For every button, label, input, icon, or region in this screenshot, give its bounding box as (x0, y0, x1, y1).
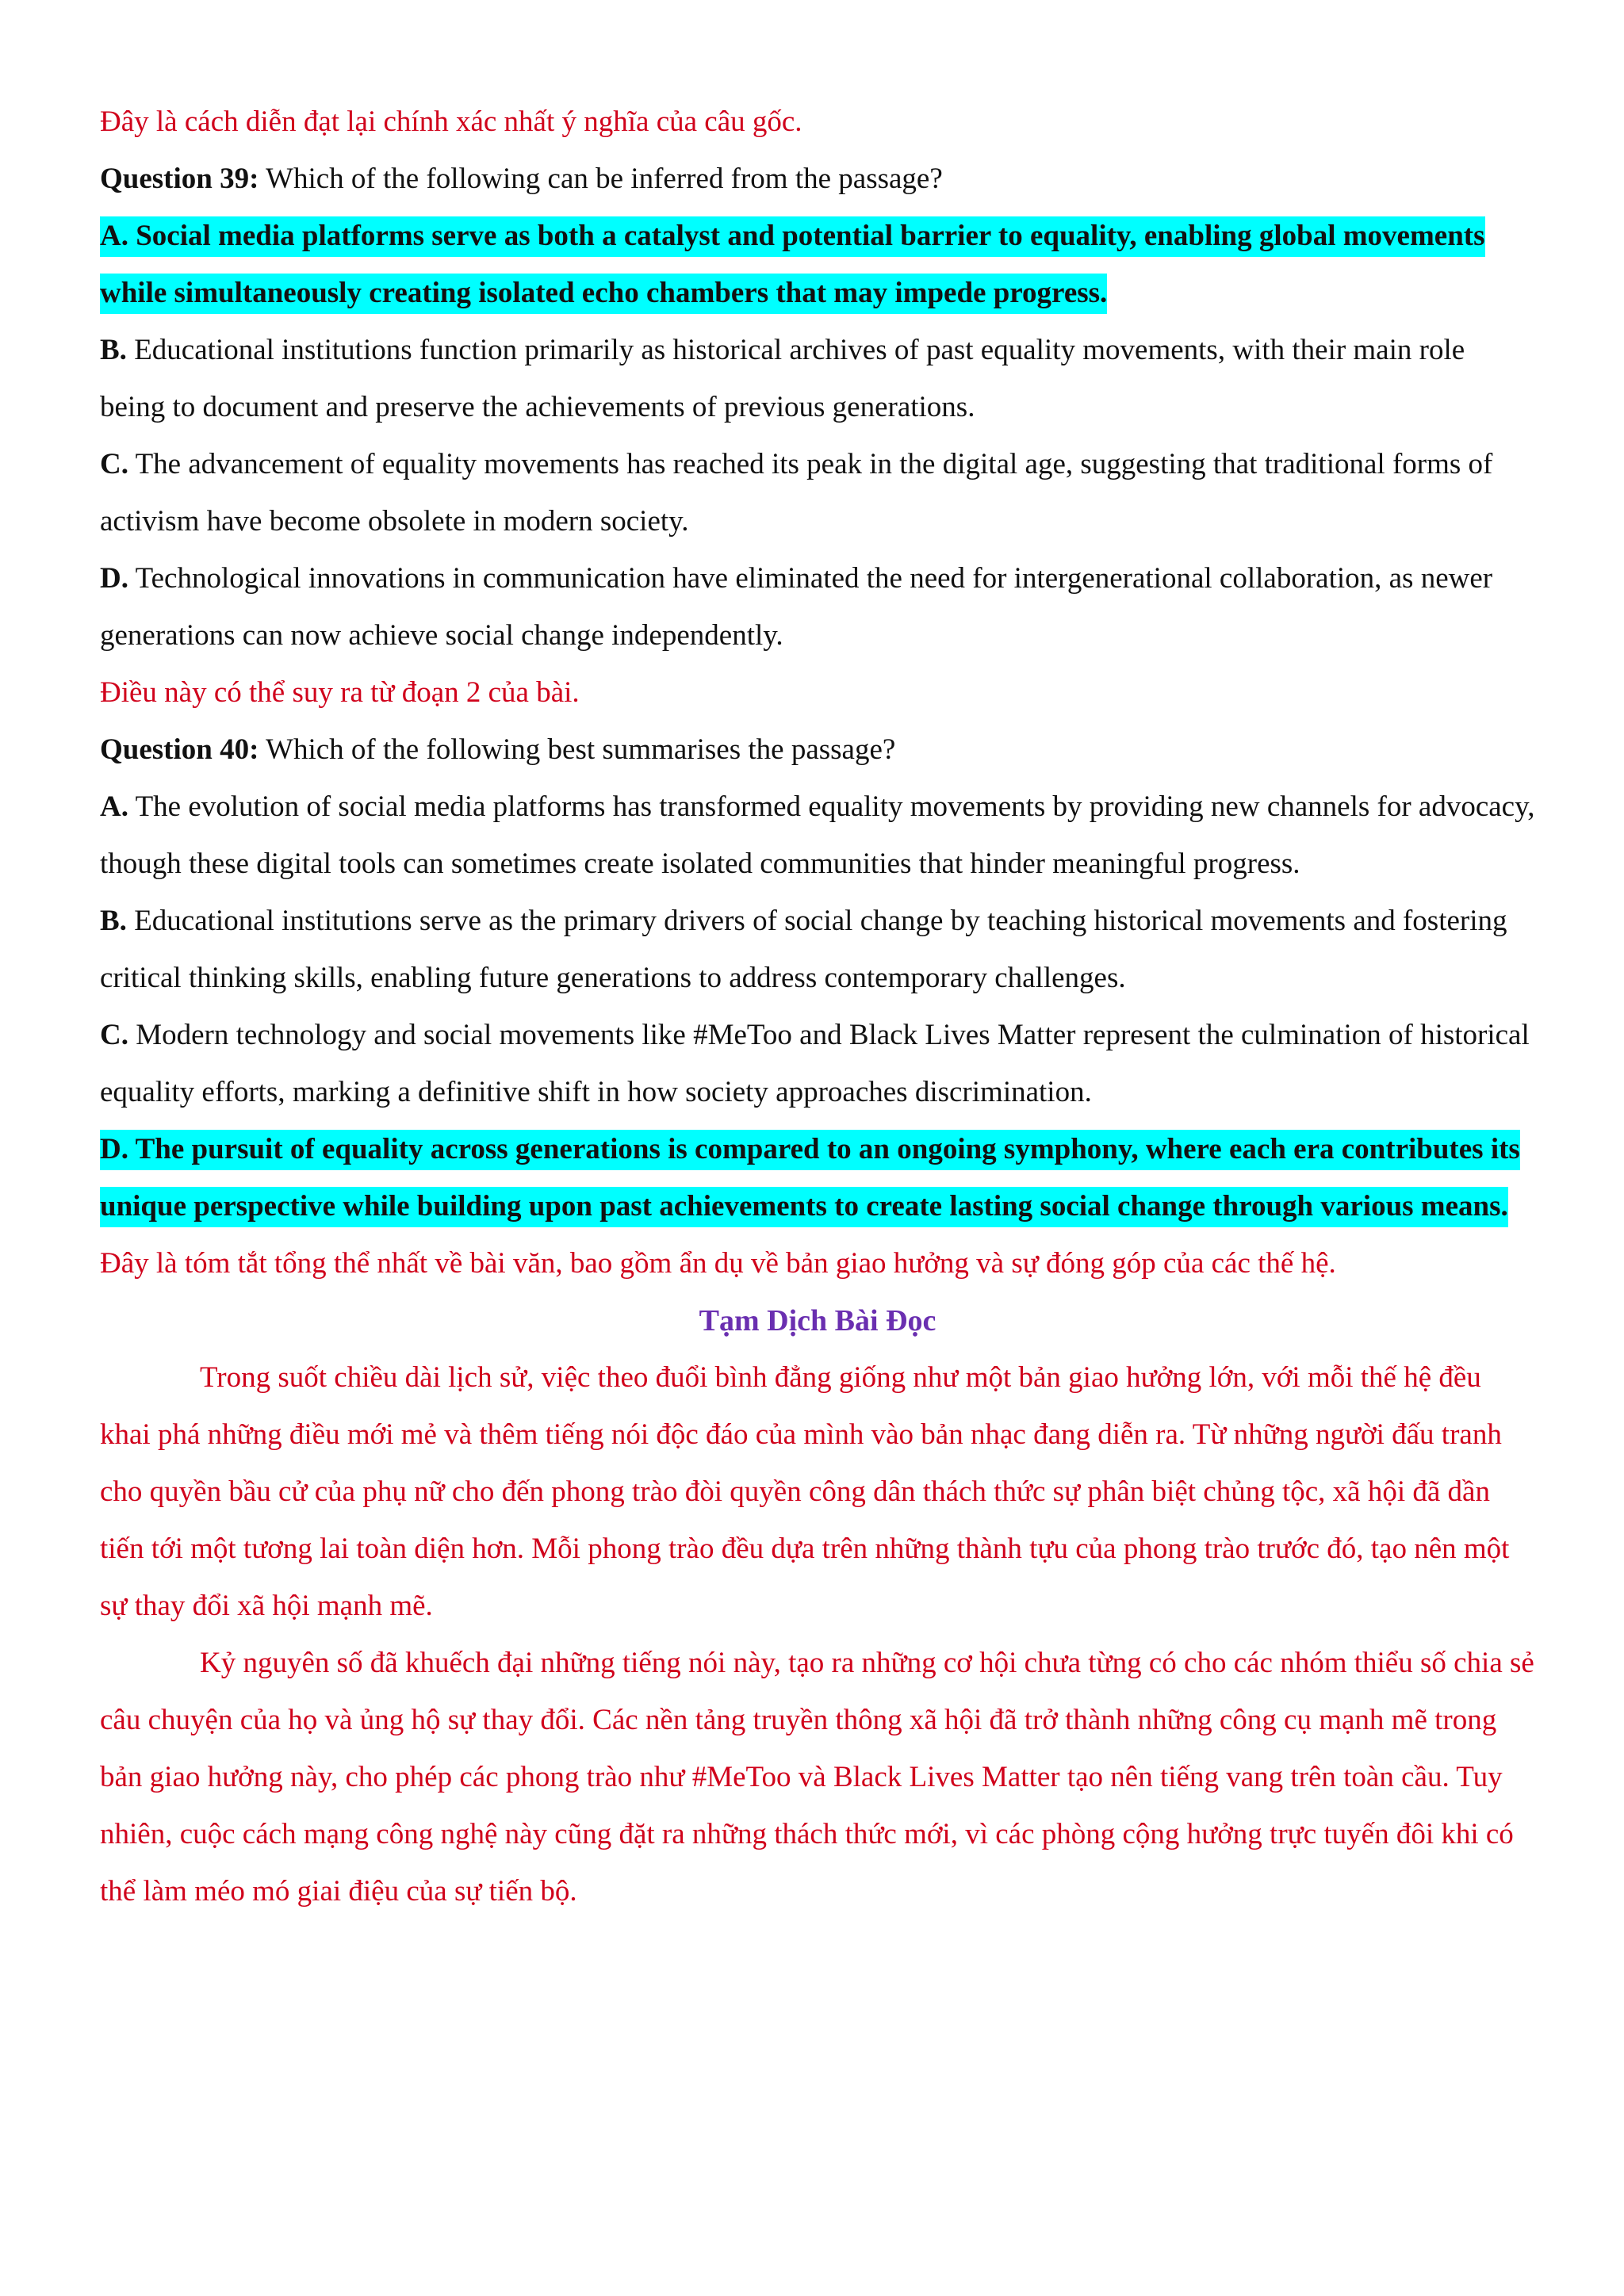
q40-option-b-letter: B. (100, 905, 127, 937)
document-page (100, 94, 1535, 1920)
q40-option-a (100, 779, 1535, 893)
question-39 (100, 151, 1535, 208)
translation-paragraph-2: Kỷ nguyên số đã khuếch đại những tiếng nói này, tạo ra những cơ hội chưa từng có cho các nhóm thiểu số chia sẻ câu chuyện của họ và ủng hộ sự thay đổi. Các nền tảng truyền thông xã hội đã trở thành những công cụ mạnh mẽ trong bản giao hưởng này, cho phép các phong trào như #MeToo và Black Lives Matter tạo nên tiếng vang trên toàn cầu. Tuy nhiên, cuộc cách mạng công nghệ này cũng đặt ra những thách thức mới, vì các phòng cộng hưởng trực tuyến đôi khi có thể làm méo mó giai điệu của sự tiến bộ. (100, 1647, 1534, 1908)
q39-option-c-letter: C. (100, 448, 128, 480)
question-39-label: Question 39: (100, 163, 259, 195)
q40-option-d-text: The pursuit of equality across generations is compared to an ongoing symphony, where each era contributes its unique perspective while building upon past achievements to create lasting social change through various means. (100, 1133, 1520, 1223)
q40-option-a-letter: A. (100, 790, 128, 823)
q40-option-c-letter: C. (100, 1019, 128, 1051)
q39-option-c (100, 436, 1535, 550)
question-39-text: Which of the following can be inferred from the passage? (266, 163, 943, 195)
q40-option-d-letter: D. (100, 1133, 128, 1165)
q39-option-c-text: The advancement of equality movements has reached its peak in the digital age, suggesting that traditional forms of activism have become obsolete in modern society. (100, 448, 1493, 538)
translation-title: Tạm Dịch Bài Đọc (699, 1304, 936, 1337)
q39-option-a-text: Social media platforms serve as both a catalyst and potential barrier to equality, enabling global movements while simultaneously creating isolated echo chambers that may impede progress. (100, 220, 1485, 309)
question-40 (100, 721, 1535, 779)
translation-paragraph-1: Trong suốt chiều dài lịch sử, việc theo đuổi bình đẳng giống như một bản giao hưởng lớn, với mỗi thế hệ đều khai phá những điều mới mẻ và thêm tiếng nói độc đáo của mình vào bản nhạc đang diễn ra. Từ những người đấu tranh cho quyền bầu cử của phụ nữ cho đến phong trào đòi quyền công dân thách thức sự phân biệt chủng tộc, xã hội đã dần tiến tới một tương lai toàn diện hơn. Mỗi phong trào đều dựa trên những thành tựu của phong trào trước đó, tạo nên một sự thay đổi xã hội mạnh mẽ. (100, 1361, 1510, 1622)
q39-option-b-letter: B. (100, 334, 127, 366)
q39-option-a-letter: A. (100, 220, 128, 252)
q39-option-d-text: Technological innovations in communication have eliminated the need for intergenerational collaboration, as newer generations can now achieve social change independently. (100, 562, 1493, 652)
q40-option-a-text: The evolution of social media platforms has transformed equality movements by providing new channels for advocacy, though these digital tools can sometimes create isolated communities that hinder meaningful progress. (100, 790, 1535, 880)
q40-option-c-text: Modern technology and social movements like #MeToo and Black Lives Matter represent the culmination of historical equality efforts, marking a definitive shift in how society approaches discrimination. (100, 1019, 1530, 1108)
question-40-text: Which of the following best summarises the passage? (266, 733, 896, 766)
q39-option-d (100, 550, 1535, 664)
q39-option-a (100, 208, 1535, 322)
q39-explanation: Điều này có thể suy ra từ đoạn 2 của bài. (100, 676, 580, 709)
question-40-label: Question 40: (100, 733, 259, 766)
q40-option-b (100, 893, 1535, 1007)
q40-option-d (100, 1121, 1535, 1235)
q39-option-b (100, 322, 1535, 436)
q40-explanation: Đây là tóm tắt tổng thể nhất về bài văn, bao gồm ẩn dụ về bản giao hưởng và sự đóng góp của các thế hệ. (100, 1247, 1336, 1280)
q40-option-c (100, 1007, 1535, 1121)
q39-option-b-text: Educational institutions function primarily as historical archives of past equality movements, with their main role being to document and preserve the achievements of previous generations. (100, 334, 1465, 423)
intro-explanation: Đây là cách diễn đạt lại chính xác nhất ý nghĩa của câu gốc. (100, 105, 802, 138)
q40-option-b-text: Educational institutions serve as the primary drivers of social change by teaching historical movements and fostering critical thinking skills, enabling future generations to address contemporary challenges. (100, 905, 1507, 994)
q39-option-d-letter: D. (100, 562, 128, 595)
